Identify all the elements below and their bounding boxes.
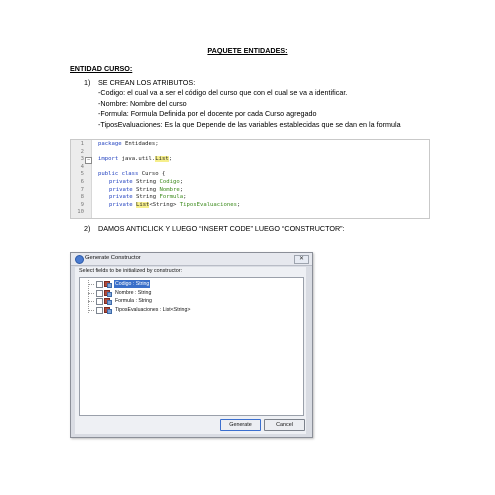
line-number: 2 — [80, 148, 84, 155]
item1-line: SE CREAN LOS ATRIBUTOS: — [98, 78, 196, 87]
field-label: TiposEvaluaciones : List<String> — [115, 306, 191, 313]
item1-line: -Codigo: el cual va a ser el código del curso que con el cual se va a identificar. — [98, 88, 348, 98]
tree-connector — [88, 310, 94, 311]
code-text: String — [132, 179, 160, 185]
line-number: 4 — [80, 163, 84, 170]
code-text: <String> — [149, 201, 180, 208]
generate-constructor-dialog — [70, 252, 313, 438]
code-field: Codigo — [159, 179, 180, 185]
item1-text — [98, 78, 416, 130]
line-number: 9 — [80, 201, 84, 208]
checkbox-icon[interactable] — [96, 298, 103, 305]
line-number: 10 — [77, 209, 84, 216]
line-number: 3 — [80, 156, 84, 163]
code-editor[interactable] — [70, 139, 430, 219]
code-line — [109, 194, 186, 200]
line-number: 8 — [80, 194, 84, 201]
code-text: String — [132, 194, 160, 201]
item1-line: -Nombre: Nombre del curso — [98, 98, 187, 108]
code-field: TiposEvaluaciones — [179, 201, 238, 208]
code-text: Entidades; — [121, 141, 159, 147]
fields-label: Select fields to be initialized by constructor: — [79, 268, 183, 274]
code-text: Curso { — [138, 171, 166, 178]
code-text: String — [132, 186, 160, 193]
code-text: ; — [237, 201, 241, 208]
item-number: 2) — [84, 224, 91, 233]
line-number: 1 — [80, 141, 84, 147]
cancel-button[interactable]: Cancel — [264, 419, 305, 431]
generate-button[interactable]: Generate — [220, 419, 261, 431]
dialog-body — [75, 267, 306, 434]
code-highlight: List — [135, 201, 150, 208]
code-line — [98, 171, 165, 177]
field-row-nombre[interactable] — [80, 289, 303, 297]
code-keyword: package — [98, 141, 122, 147]
code-keyword: private — [109, 201, 133, 208]
code-text: ; — [179, 186, 184, 193]
dialog-title-bar[interactable] — [71, 253, 312, 266]
item2-text: DAMOS ANTICLICK Y LUEGO “INSERT CODE” LUEGO “CONSTRUCTOR”: — [98, 224, 345, 233]
line-number: 7 — [80, 186, 84, 193]
dialog-app-icon — [75, 255, 84, 264]
code-keyword: private — [109, 186, 133, 193]
fold-icon[interactable]: − — [86, 157, 90, 163]
code-text: java.util. — [118, 156, 156, 163]
item1-line: -TiposEvaluaciones: Es la que Depende de las variables establecidas que se dan en la formula — [98, 119, 401, 129]
item1-line: -Formula: Formula Definida por el docente por cada Curso agregado — [98, 109, 317, 119]
checkbox-icon[interactable] — [96, 281, 103, 288]
code-keyword: private — [109, 179, 133, 185]
code-line — [109, 179, 183, 185]
code-field: Formula — [159, 194, 184, 201]
field-row-codigo[interactable] — [80, 280, 303, 288]
code-keyword: private — [109, 194, 133, 201]
section-heading: ENTIDAD CURSO: — [70, 64, 133, 73]
code-text: ; — [183, 194, 187, 201]
line-number-gutter — [71, 140, 92, 218]
code-line — [109, 187, 183, 193]
tree-connector — [88, 284, 94, 285]
field-icon — [104, 281, 111, 287]
close-icon[interactable]: ✕ — [294, 255, 309, 264]
field-label: Formula : String — [115, 298, 152, 304]
code-line — [109, 202, 240, 208]
code-field: Nombre — [159, 186, 180, 193]
document-title: PAQUETE ENTIDADES: — [207, 46, 288, 55]
code-text: ; — [168, 156, 173, 163]
code-keyword: import — [98, 156, 119, 163]
code-line — [98, 156, 172, 162]
field-row-formula[interactable] — [80, 297, 303, 305]
fields-tree[interactable] — [79, 277, 304, 416]
field-icon — [104, 290, 111, 296]
line-number: 6 — [80, 179, 84, 185]
code-text: ; — [179, 179, 184, 185]
field-label: Nombre : String — [115, 289, 152, 296]
field-row-tiposevaluaciones[interactable] — [80, 306, 303, 314]
line-number: 5 — [80, 171, 84, 178]
code-highlight: List — [155, 156, 169, 163]
code-keyword: public class — [98, 171, 139, 178]
dialog-title: Generate Constructor — [85, 255, 141, 261]
field-label: Codigo : String — [115, 281, 150, 287]
item-number: 1) — [84, 78, 91, 87]
field-icon — [104, 298, 111, 304]
tree-connector — [88, 293, 94, 294]
checkbox-icon[interactable] — [96, 290, 103, 297]
tree-connector — [88, 301, 94, 302]
checkbox-icon[interactable] — [96, 307, 103, 314]
code-line — [98, 141, 159, 147]
field-icon — [104, 307, 111, 313]
